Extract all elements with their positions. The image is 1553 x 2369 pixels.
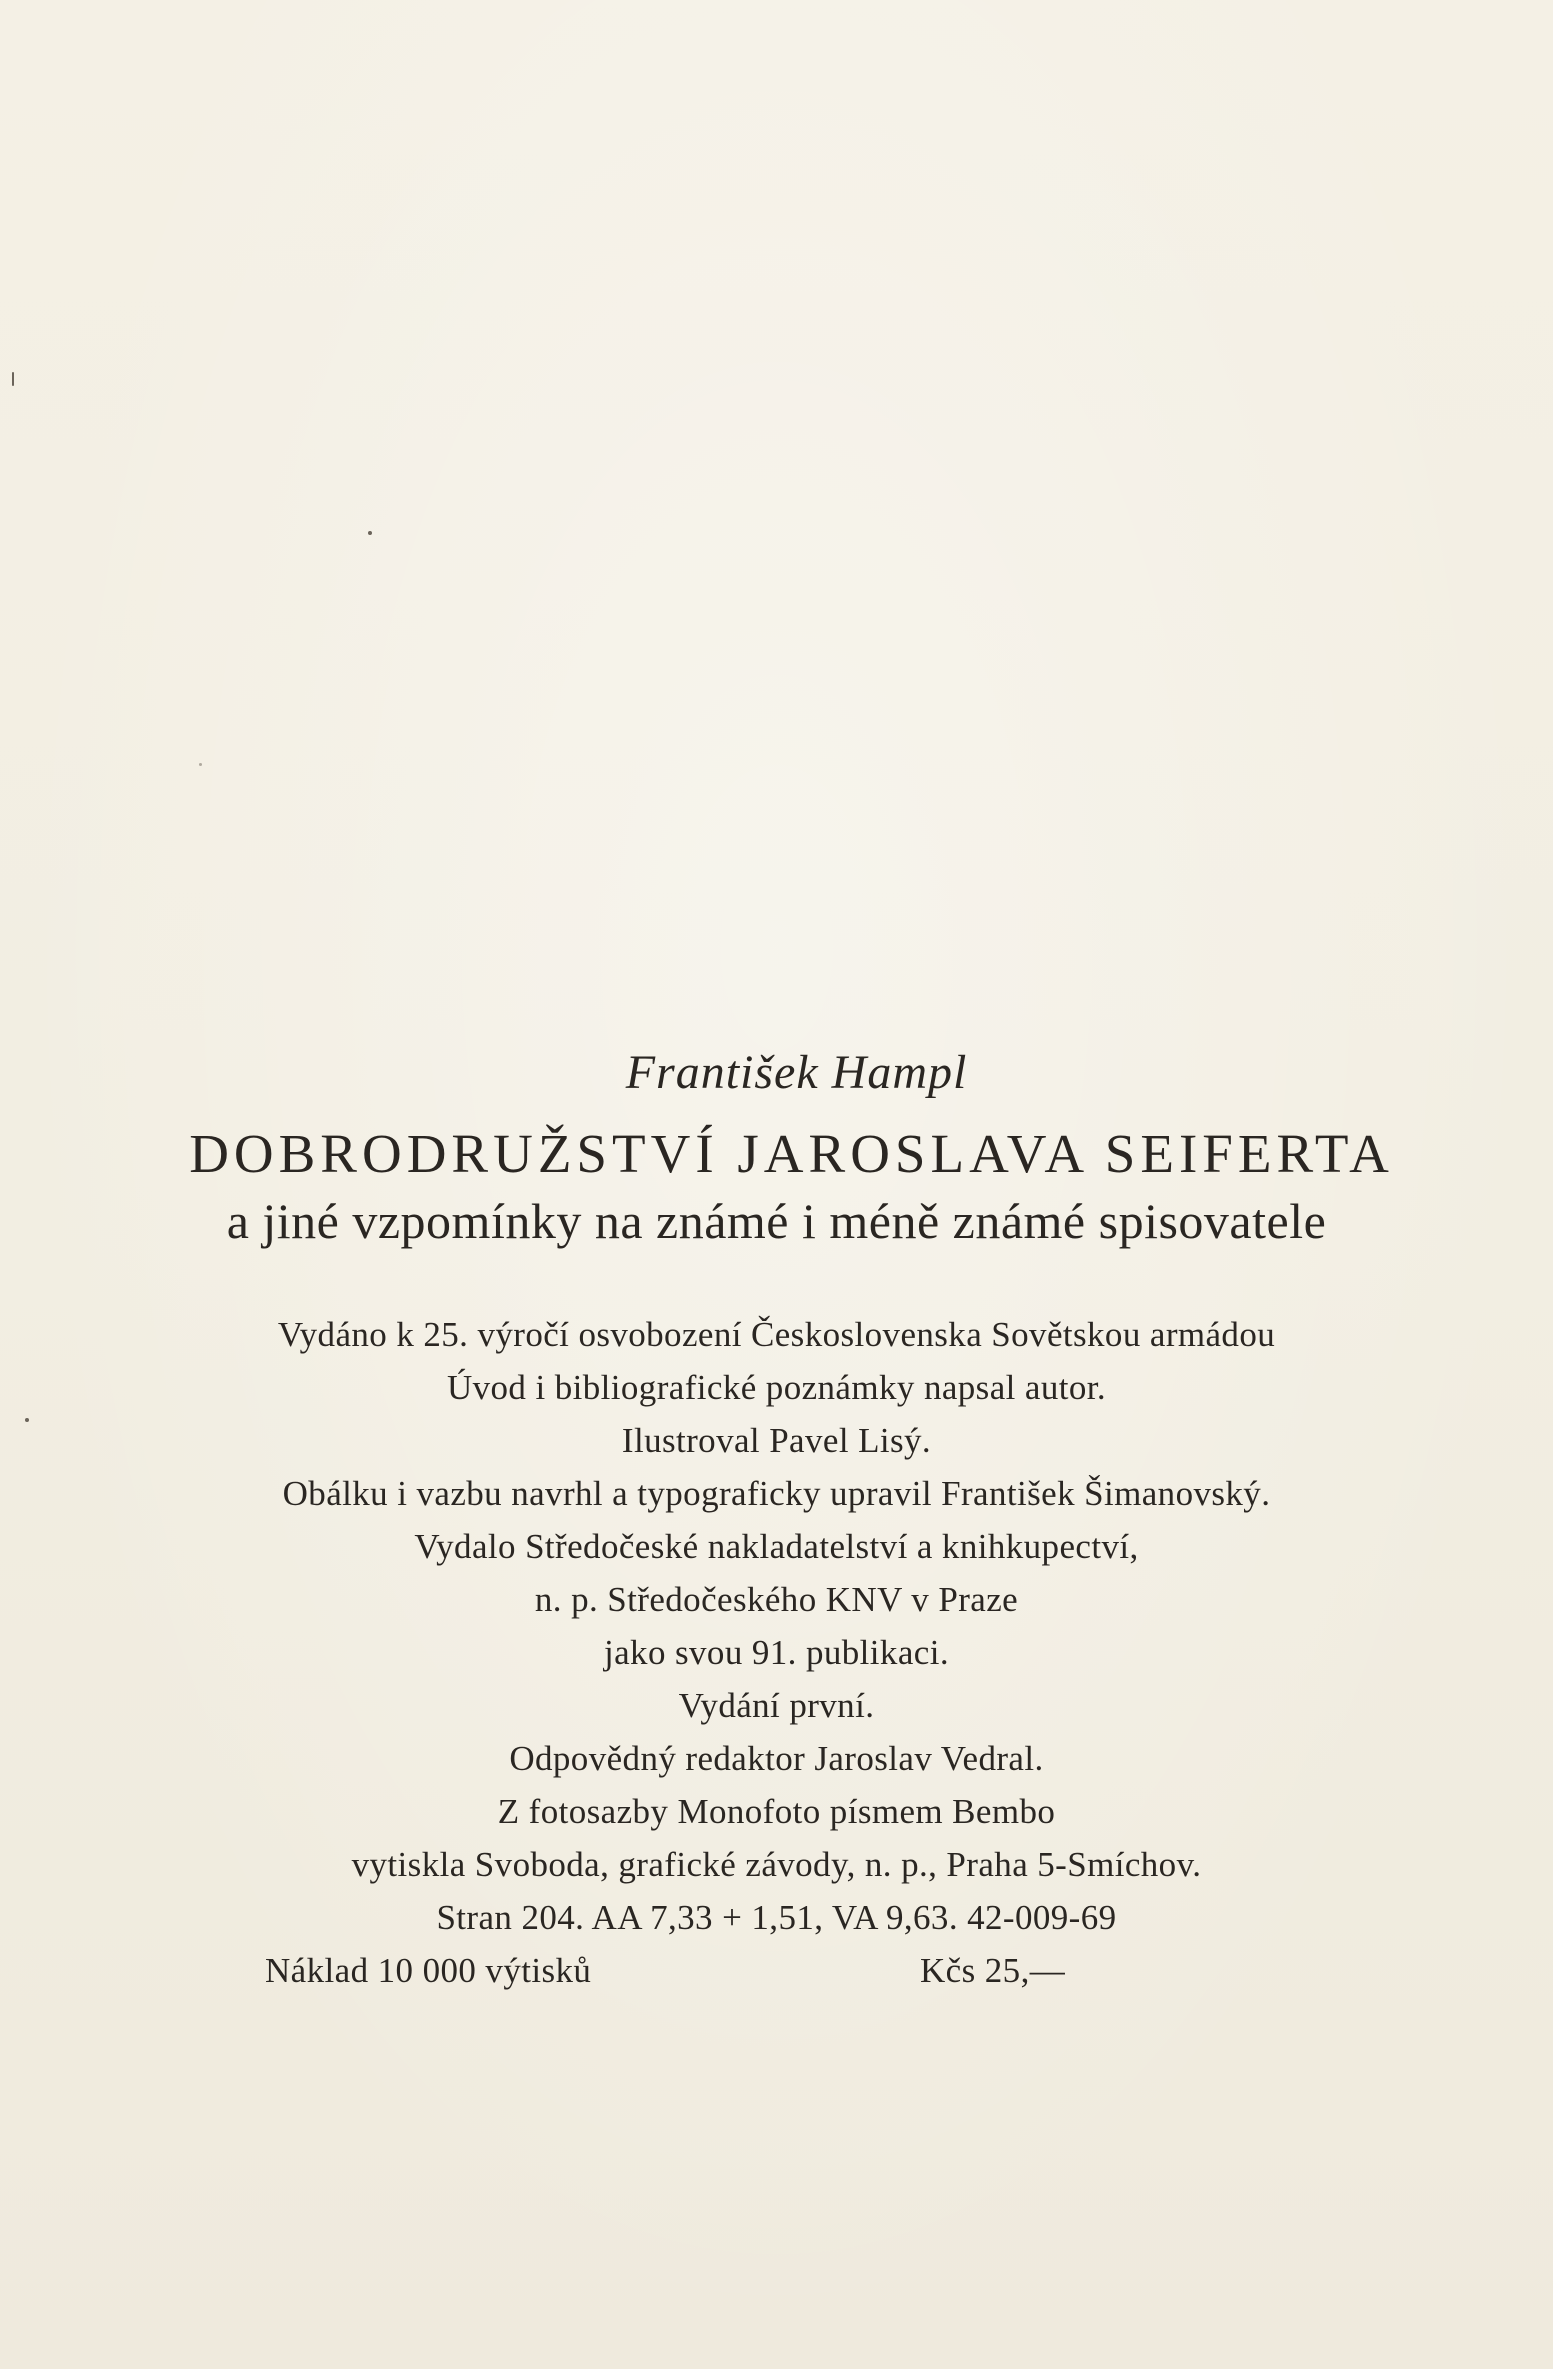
paper-speck [368, 531, 372, 535]
imprint-line: Odpovědný redaktor Jaroslav Vedral. [509, 1739, 1044, 1778]
imprint-line: Obálku i vazbu navrhl a typograficky upravil František Šimanovský. [282, 1474, 1271, 1513]
price: Kčs 25,— [920, 1951, 1066, 1990]
imprint-line: jako svou 91. publikaci. [604, 1633, 949, 1672]
imprint-line: Vydalo Středočeské nakladatelství a knihkupectví, [414, 1527, 1139, 1566]
imprint-line: Vydáno k 25. výročí osvobození Československa Sovětskou armádou [277, 1315, 1276, 1354]
imprint-line: n. p. Středočeského KNV v Praze [534, 1580, 1019, 1619]
imprint-line: Stran 204. AA 7,33 + 1,51, VA 9,63. 42-009-69 [436, 1898, 1117, 1937]
imprint-line: Úvod i bibliografické poznámky napsal autor. [446, 1368, 1107, 1407]
paper-speck [199, 763, 202, 766]
book-title: DOBRODRUŽSTVÍ JAROSLAVA SEIFERTA [189, 1123, 1394, 1184]
print-run: Náklad 10 000 výtisků [265, 1951, 592, 1990]
book-subtitle: a jiné vzpomínky na známé i méně známé spisovatele [226, 1193, 1327, 1249]
imprint-line: Ilustroval Pavel Lisý. [621, 1421, 932, 1460]
imprint-line: vytiskla Svoboda, grafické závody, n. p., Praha 5-Smíchov. [351, 1845, 1202, 1884]
author-name: František Hampl [625, 1046, 968, 1099]
paper-speck [12, 372, 14, 386]
imprint-line: Z fotosazby Monofoto písmem Bembo [497, 1792, 1056, 1831]
imprint-line: Vydání první. [678, 1686, 875, 1725]
